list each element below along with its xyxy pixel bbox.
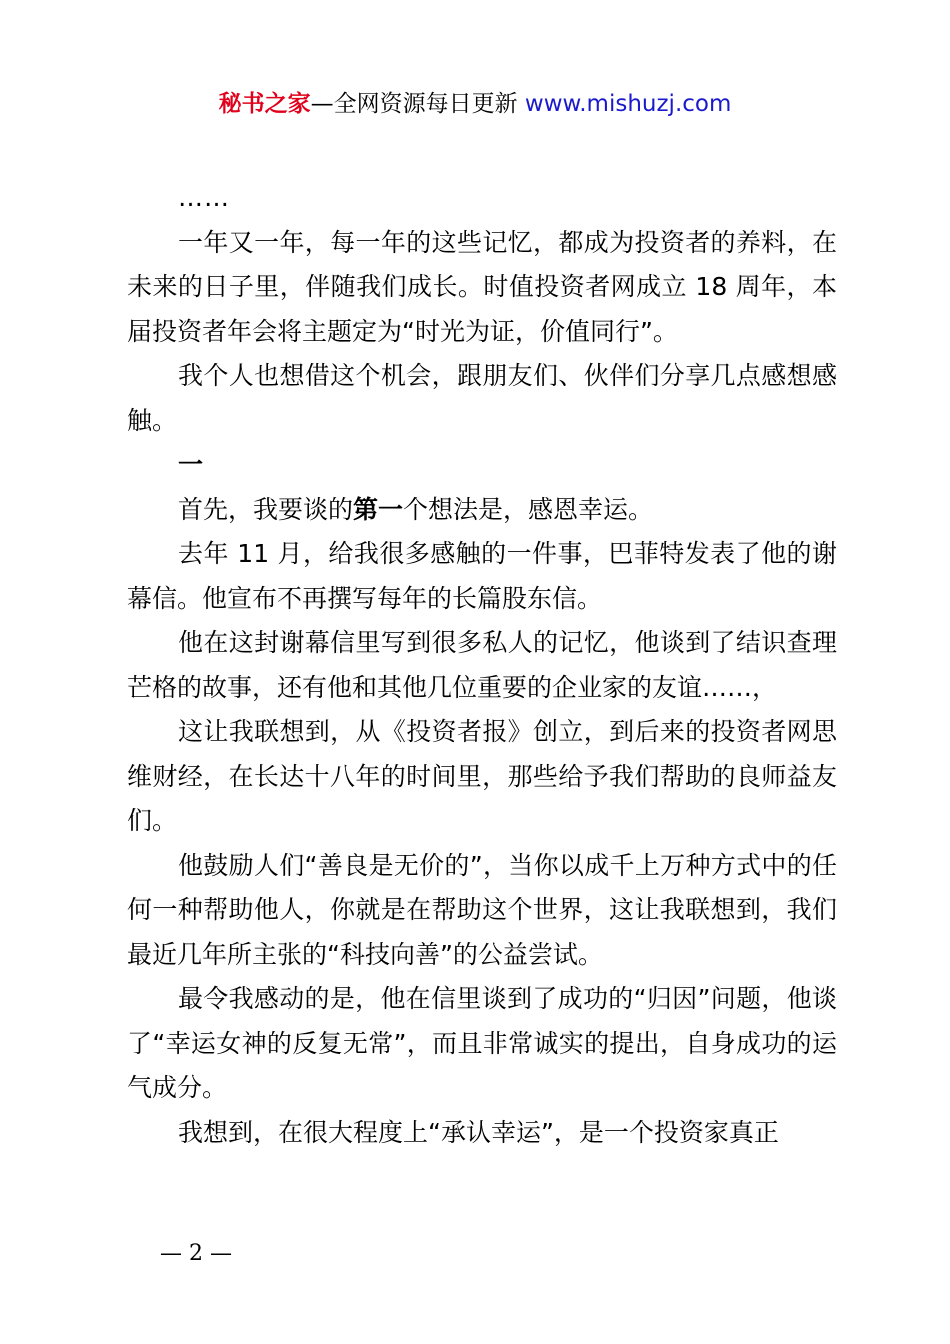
paragraph: 他鼓励人们“善良是无价的”，当你以成千上万种方式中的任何一种帮助他人，你就是在帮助这个世界，这让我联想到，我们最近几年所主张的“科技向善”的公益尝试。: [127, 850, 837, 969]
brand-name: 秘书之家: [218, 91, 311, 117]
page-number: — 2 —: [160, 1241, 232, 1266]
paragraph-text: 首先，我要谈的: [178, 494, 354, 524]
header-slogan: —全网资源每日更新: [310, 91, 525, 117]
paragraph: 去年 11 月，给我很多感触的一件事，巴菲特发表了他的谢幕信。他宣布不再撰写每年的长篇股东信。: [127, 539, 837, 613]
paragraph: 我个人也想借这个机会，跟朋友们、伙伴们分享几点感想感触。: [127, 361, 837, 435]
paragraph: 他在这封谢幕信里写到很多私人的记忆，他谈到了结识查理芒格的故事，还有他和其他几位重要的企业家的友谊……，: [127, 628, 837, 702]
paragraph-ellipsis: ……: [178, 183, 230, 212]
paragraph: 最令我感动的是，他在信里谈到了成功的“归因”问题，他谈了“幸运女神的反复无常”，而且非常诚实的提出，自身成功的运气成分。: [127, 984, 837, 1102]
page-header: [0, 86, 950, 122]
section-heading: 一: [178, 450, 204, 479]
emphasis-text: 第一: [353, 494, 404, 524]
document-body: [127, 176, 837, 1155]
paragraph: [127, 488, 837, 533]
paragraph-text: 个想法是，感恩幸运。: [403, 494, 654, 524]
paragraph: 一年又一年，每一年的这些记忆，都成为投资者的养料，在未来的日子里，伴随我们成长。时值投资者网成立 18 周年，本届投资者年会将主题定为“时光为证，价值同行”。: [127, 227, 837, 346]
paragraph: 我想到，在很大程度上“承认幸运”，是一个投资家真正: [178, 1117, 779, 1147]
paragraph: 这让我联想到，从《投资者报》创立，到后来的投资者网思维财经，在长达十八年的时间里，那些给予我们帮助的良师益友们。: [127, 717, 837, 835]
site-url-link[interactable]: www.mishuzj.com: [524, 91, 732, 117]
